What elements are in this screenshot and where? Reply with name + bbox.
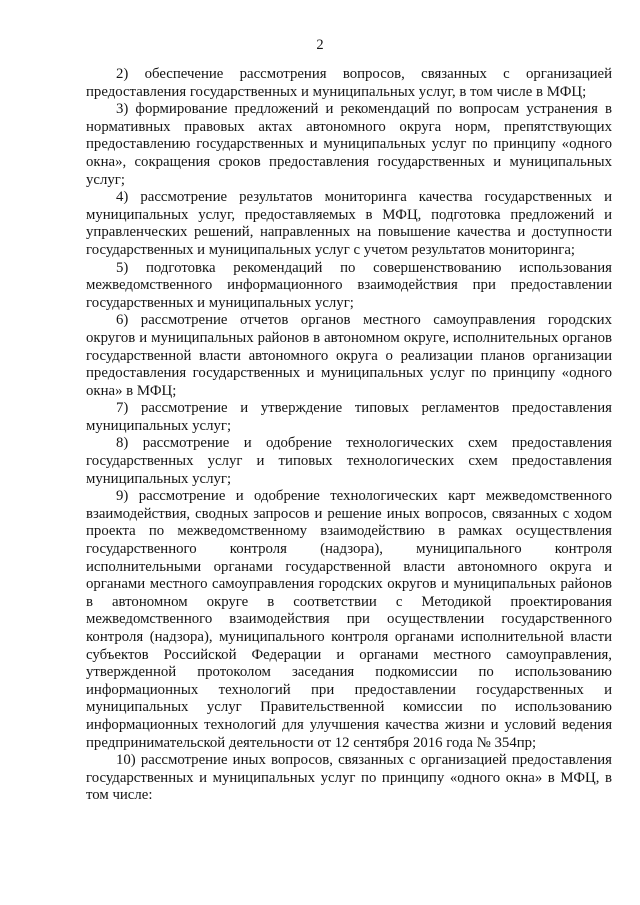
paragraph-item-5: 5) подготовка рекомендаций по совершенствованию использования межведомственного информационного взаимодействия при предоставлении государственных и муниципальных услуг; [86,259,612,311]
paragraph-item-9: 9) рассмотрение и одобрение технологических карт межведомственного взаимодействия, сводных запросов и решение иных вопросов, связанных с ходом проекта по межведомственному взаимодействию в рамках осуществления государственного контроля (надзора), муниципального контроля исполнительными органами государственной власти автономного округа и органами местного самоуправления городских округов и муниципальных районов в автономном округе в соответствии с Методикой проектирования межведомственного взаимодействия при осуществлении государственного контроля (надзора), муниципального контроля органами исполнительной власти субъектов Российской Федерации и органами местного самоуправления, утвержденной протоколом заседания подкомиссии по использованию информационных технологий при предоставлении государственных и муниципальных услуг Правительственной комиссии по использованию информационных технологий для улучшения качества жизни и условий ведения предпринимательской деятельности от 12 сентября 2016 года № 354пр; [86,488,612,751]
paragraph-item-10: 10) рассмотрение иных вопросов, связанных с организацией предоставления государственных и муниципальных услуг по принципу «одного окна» в МФЦ, в том числе: [86,752,612,804]
paragraph-item-2: 2) обеспечение рассмотрения вопросов, связанных с организацией предоставления государственных и муниципальных услуг, в том числе в МФЦ; [86,66,612,100]
paragraph-item-4: 4) рассмотрение результатов мониторинга качества государственных и муниципальных услуг, предоставляемых в МФЦ, подготовка предложений и управленческих решений, направленных на повышение качества и доступности государственных и муниципальных услуг с учетом результатов мониторинга; [86,189,612,258]
paragraph-item-6: 6) рассмотрение отчетов органов местного самоуправления городских округов и муниципальных районов в автономном округе, исполнительных органов государственной власти автономного округа о реализации планов организации предоставления государственных и муниципальных услуг по принципу «одного окна» в МФЦ; [86,312,612,399]
page-number: 2 [316,37,324,53]
paragraph-item-7: 7) рассмотрение и утверждение типовых регламентов предоставления муниципальных услуг; [86,400,612,434]
paragraph-item-8: 8) рассмотрение и одобрение технологических схем предоставления государственных услуг и типовых технологических схем предоставления муниципальных услуг; [86,435,612,487]
document-body [86,66,612,805]
paragraph-item-3: 3) формирование предложений и рекомендаций по вопросам устранения в нормативных правовых актах автономного округа норм, препятствующих предоставлению государственных и муниципальных услуг по принципу «одного окна», сокращения сроков предоставления государственных и муниципальных услуг; [86,101,612,188]
